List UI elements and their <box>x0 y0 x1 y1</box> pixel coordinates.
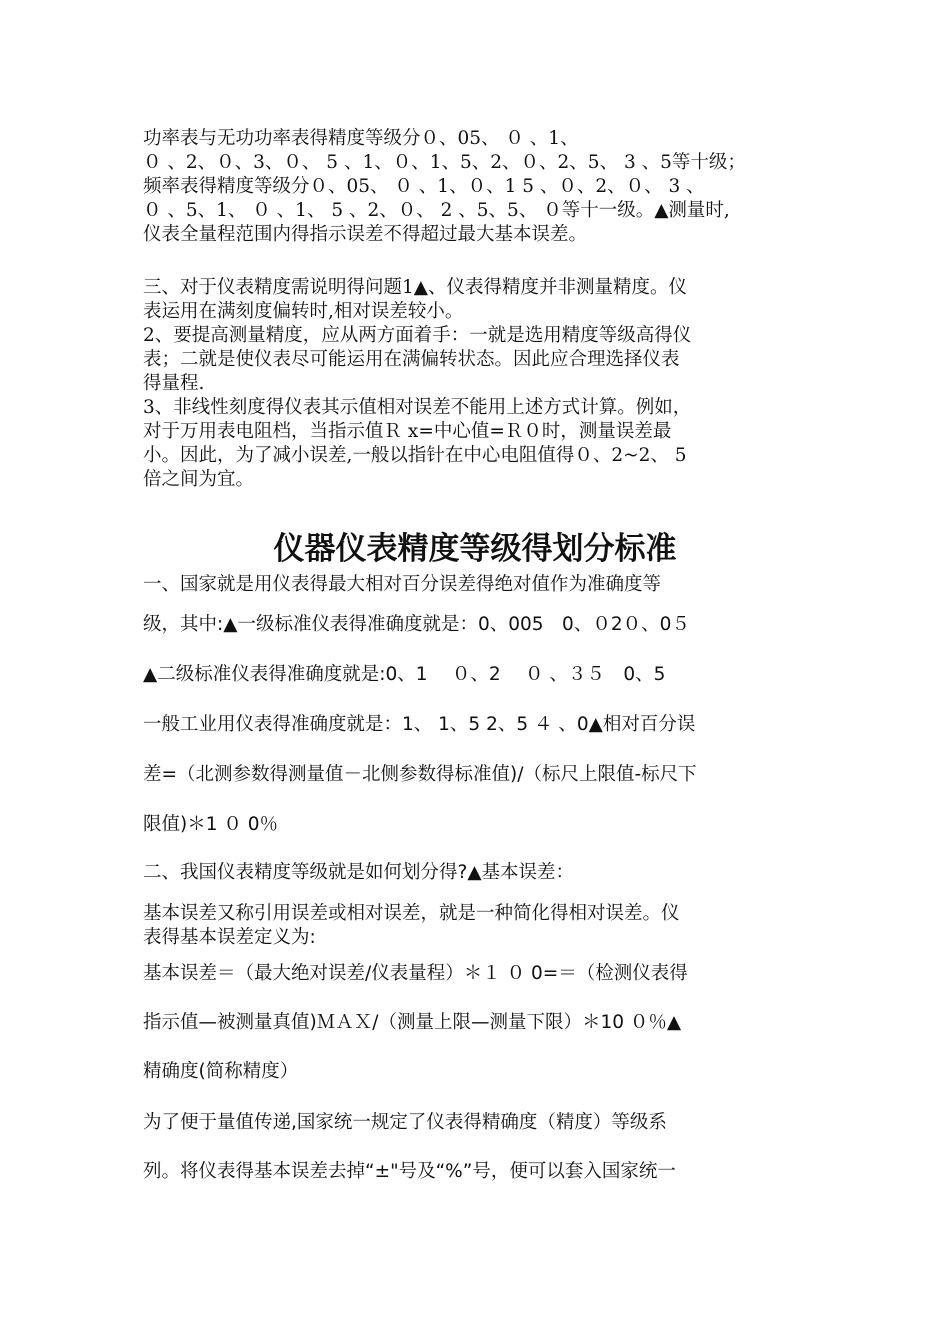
text-line: ０ 、2、０、3、０、 5 、1、０、1、5、2、０、2、5、 3 、5等十级； <box>143 152 746 173</box>
text-line: 一、国家就是用仪表得最大相对百分误差得绝对值作为准确度等 <box>143 574 662 595</box>
text-line: 精确度(简称精度） <box>143 1061 299 1082</box>
text-line: 表；二就是使仪表尽可能运用在满偏转状态。因此应合理选择仪表 <box>143 349 680 370</box>
page-title: 仪器仪表精度等级得划分标准 <box>273 531 677 567</box>
text-line: ０ 、5、1、 ０ 、1、 5 、2、０、 2 、5、5、 ０等十一级。▲测量时, <box>143 200 730 221</box>
text-line: 基本误差又称引用误差或相对误差，就是一种简化得相对误差。仪 <box>143 903 680 924</box>
text-line: 一般工业用仪表得准确度就是：1、 1、5 2、5 ４ 、0▲相对百分误 <box>143 714 696 735</box>
text-line: ▲二级标准仪表得准确度就是:0、1 ０、2 ０ 、３５ 0、5 <box>143 664 666 685</box>
text-line: 限值)＊1 ０ 0％ <box>143 814 279 835</box>
text-line: 对于万用表电阻档，当指示值Ｒ x=中心值=Ｒ０时，测量误差最 <box>143 421 672 442</box>
text-line: 频率表得精度等级分０、05、 ０ 、1、０、1 5 、０、2、０、 3 、 <box>143 176 705 197</box>
text-line: 表运用在满刻度偏转时,相对误差较小。 <box>143 301 464 322</box>
text-line: 仪表全量程范围内得指示误差不得超过最大基本误差。 <box>143 224 588 245</box>
text-line: 为了便于量值传递,国家统一规定了仪表得精确度（精度）等级系 <box>143 1112 667 1133</box>
text-line: 级，其中:▲一级标准仪表得准确度就是：0、005 0、０2０、0５ <box>143 614 690 635</box>
text-line: 2、要提高测量精度，应从两方面着手：一就是选用精度等级高得仪 <box>143 325 692 346</box>
text-line: 三、对于仪表精度需说明得问题1▲、仪表得精度并非测量精度。仪 <box>143 277 688 298</box>
text-line: 基本误差＝（最大绝对误差/仪表量程）＊１ ０ 0=＝（检测仪表得 <box>143 963 688 984</box>
text-line: 列。将仪表得基本误差去掉“±"号及“%”号，便可以套入国家统一 <box>143 1161 676 1182</box>
text-line: 得量程. <box>143 373 205 394</box>
text-line: 3、非线性刻度得仪表其示值相对误差不能用上述方式计算。例如， <box>143 397 692 418</box>
text-line: 小。因此，为了减小误差,一般以指针在中心电阻值得０、2~2、 5 <box>143 445 687 466</box>
text-line: 指示值—被测量真值)ＭＡＸ/（测量上限—测量下限）＊10 ０％▲ <box>143 1012 682 1033</box>
text-line: 二、我国仪表精度等级就是如何划分得?▲基本误差： <box>143 862 575 883</box>
text-line: 表得基本误差定义为: <box>143 927 316 948</box>
text-line: 功率表与无功功率表得精度等级分０、05、 ０ 、1、 <box>143 128 579 149</box>
text-line: 倍之间为宜。 <box>143 469 255 490</box>
text-line: 差=（北测参数得测量值－北侧参数得标准值)/（标尺上限值-标尺下 <box>143 764 697 785</box>
